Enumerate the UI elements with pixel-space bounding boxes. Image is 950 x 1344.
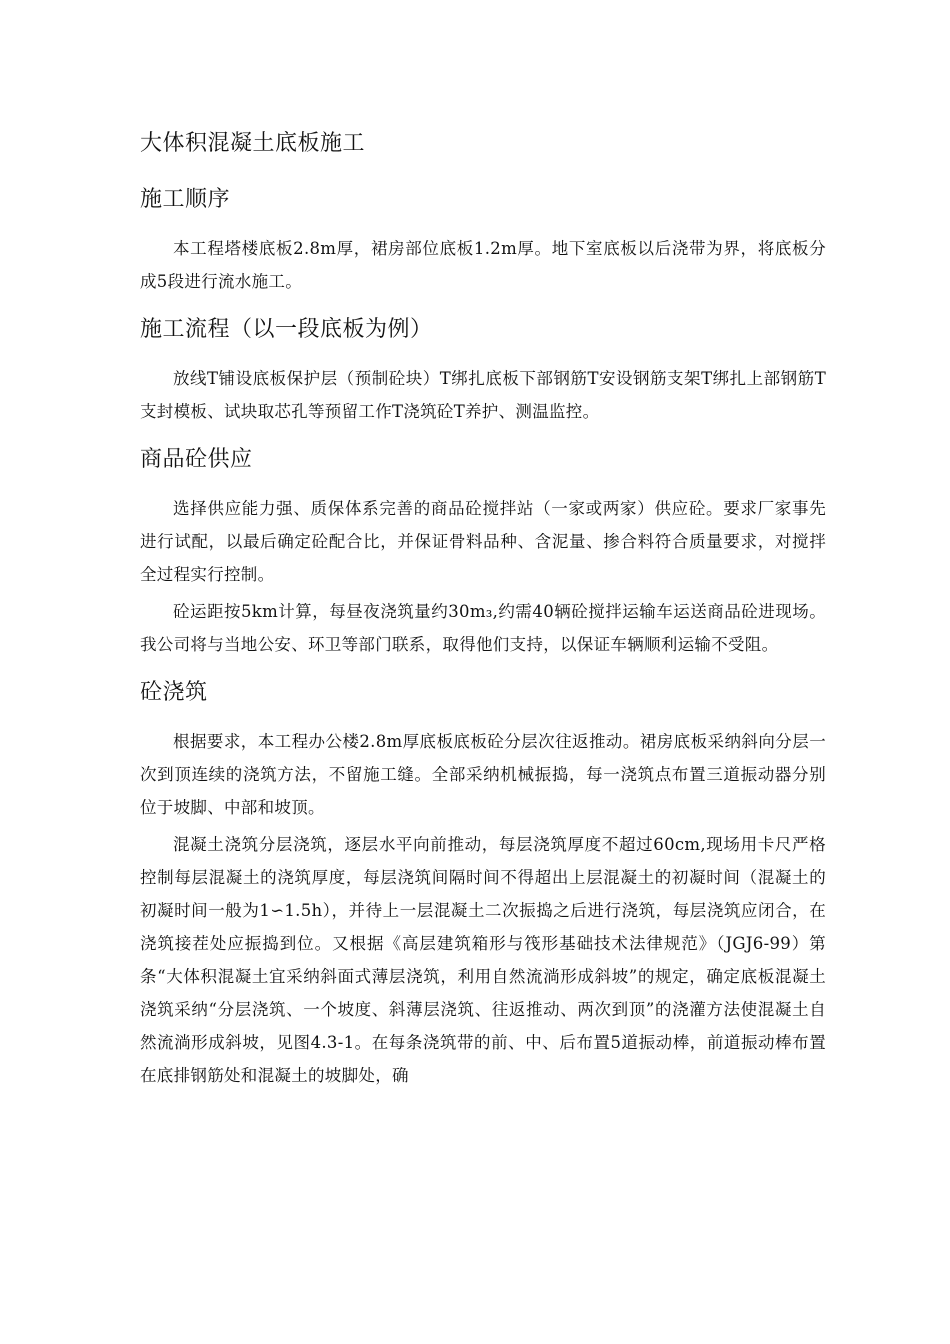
section-concrete-supply [140,442,826,661]
paragraph: 选择供应能力强、质保体系完善的商品砼搅拌站（一家或两家）供应砼。要求厂家事先进行试配，以最后确定砼配合比，并保证骨料品种、含泥量、掺合料符合质量要求，对搅拌全过程实行控制。 [140,499,826,584]
section-construction-sequence [140,182,826,298]
section-construction-process [140,312,826,428]
document-title: 大体积混凝土底板施工 [140,131,366,156]
section-heading: 商品砼供应 [140,447,253,472]
paragraph: 放线T铺设底板保护层（预制砼块）T绑扎底板下部钢筋T安设钢筋支架T绑扎上部钢筋T支封模板、试块取芯孔等预留工作T浇筑砼T养护、测温监控。 [140,369,826,421]
section-heading: 砼浇筑 [140,680,208,705]
section-heading: 施工流程（以一段底板为例） [140,317,433,342]
section-concrete-pouring [140,675,826,1092]
document-body [140,126,826,1106]
section-heading: 施工顺序 [140,187,231,212]
paragraph: 根据要求，本工程办公楼2.8m厚底板底板砼分层次往返推动。裙房底板采纳斜向分层一次到顶连续的浇筑方法，不留施工缝。全部采纳机械振捣，每一浇筑点布置三道振动器分别位于坡脚、中部和坡顶。 [140,732,826,817]
paragraph: 砼运距按5km计算，每昼夜浇筑量约30m₃,约需40辆砼搅拌运输车运送商品砼进现场。我公司将与当地公安、环卫等部门联系，取得他们支持，以保证车辆顺利运输不受阻。 [140,602,826,654]
paragraph: 本工程塔楼底板2.8m厚，裙房部位底板1.2m厚。地下室底板以后浇带为界，将底板分成5段进行流水施工。 [140,239,826,291]
paragraph: 混凝土浇筑分层浇筑，逐层水平向前推动，每层浇筑厚度不超过60cm,现场用卡尺严格控制每层混凝土的浇筑厚度，每层浇筑间隔时间不得超出上层混凝土的初凝时间（混凝土的初凝时间一般为1∽1.5h），并待上一层混凝土二次振捣之后进行浇筑，每层浇筑应闭合，在浇筑接茬处应振捣到位。又根据《高层建筑箱形与筏形基础技术法律规范》（JGJ6-99）第条“大体积混凝土宜采纳斜面式薄层浇筑，利用自然流淌形成斜坡”的规定，确定底板混凝土浇筑采纳“分层浇筑、一个坡度、斜薄层浇筑、往返推动、两次到顶”的浇灌方法使混凝土自然流淌形成斜坡，见图4.3-1。在每条浇筑带的前、中、后布置5道振动棒，前道振动棒布置在底排钢筋处和混凝土的坡脚处，确 [140,835,826,1085]
